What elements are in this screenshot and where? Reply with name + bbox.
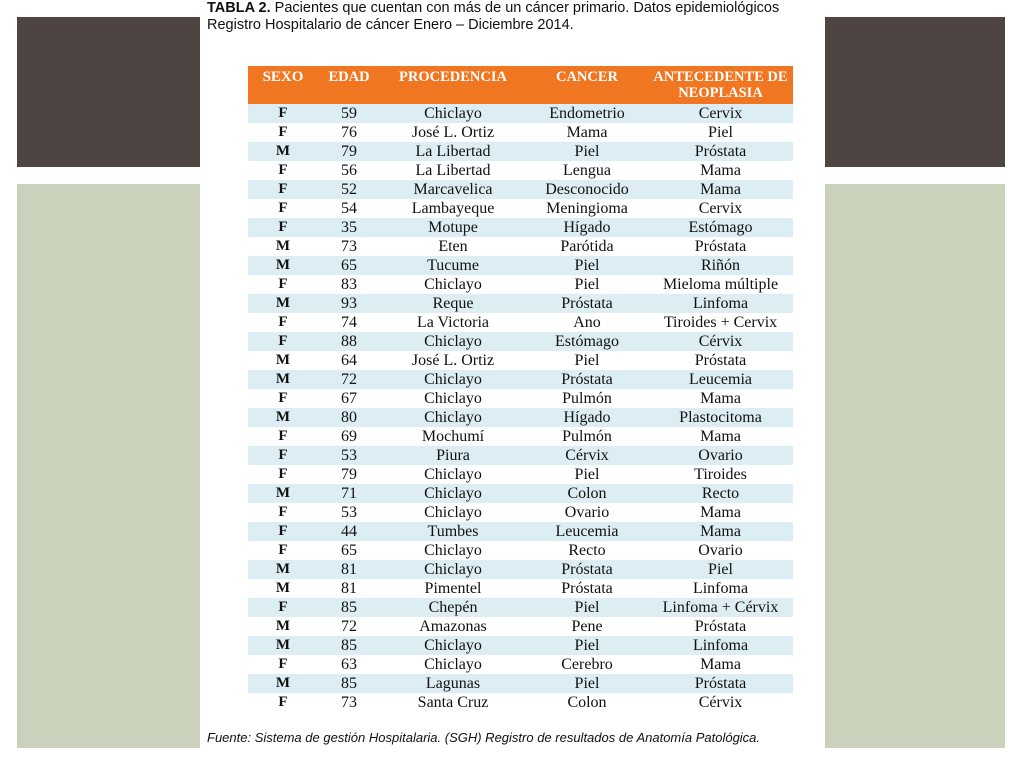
table-row	[248, 123, 793, 142]
cell-edad: 53	[341, 504, 357, 521]
cell-antecedente: Estómago	[688, 219, 753, 236]
cell-sexo: M	[275, 618, 291, 634]
cell-sexo: M	[275, 561, 291, 577]
cell-procedencia: Chiclayo	[424, 466, 482, 483]
document-panel	[200, 0, 825, 752]
cell-antecedente: Cervix	[698, 105, 743, 122]
cell-edad: 64	[341, 352, 357, 369]
cell-antecedente: Mama	[700, 523, 741, 540]
cell-procedencia: Chiclayo	[424, 333, 482, 350]
cell-cancer: Meningioma	[546, 200, 628, 217]
table-row	[248, 655, 793, 674]
cell-cancer: Piel	[574, 143, 600, 160]
cell-edad: 73	[341, 694, 357, 711]
cell-edad: 76	[341, 124, 357, 141]
cell-procedencia: Chiclayo	[424, 390, 482, 407]
cell-edad: 73	[341, 238, 357, 255]
cell-edad: 81	[341, 580, 357, 597]
cell-sexo: F	[278, 219, 288, 235]
cell-sexo: F	[278, 599, 288, 615]
cell-antecedente: Mama	[700, 656, 741, 673]
table-body	[248, 104, 793, 712]
cell-cancer: Piel	[574, 466, 600, 483]
cell-edad: 63	[341, 656, 357, 673]
cell-procedencia: Chiclayo	[424, 504, 482, 521]
cell-cancer: Hígado	[563, 219, 611, 236]
cell-sexo: F	[278, 694, 288, 710]
cell-edad: 69	[341, 428, 357, 445]
cell-edad: 81	[341, 561, 357, 578]
cell-procedencia: Chepén	[428, 599, 478, 616]
cell-sexo: F	[278, 181, 288, 197]
cell-edad: 74	[341, 314, 357, 331]
cell-procedencia: Santa Cruz	[417, 694, 489, 711]
table-row	[248, 370, 793, 389]
cell-sexo: M	[275, 675, 291, 691]
cell-procedencia: Tucume	[427, 257, 479, 274]
cell-edad: 59	[341, 105, 357, 122]
cell-sexo: F	[278, 542, 288, 558]
table-row	[248, 579, 793, 598]
cell-sexo: F	[278, 504, 288, 520]
cell-antecedente: Cervix	[698, 200, 743, 217]
cell-procedencia: Chiclayo	[424, 276, 482, 293]
cell-antecedente: Linfoma	[692, 295, 749, 312]
patients-table	[248, 66, 793, 712]
cell-procedencia: Chiclayo	[424, 371, 482, 388]
table-row	[248, 560, 793, 579]
cell-edad: 65	[341, 257, 357, 274]
table-row	[248, 161, 793, 180]
cell-cancer: Piel	[574, 276, 600, 293]
cell-cancer: Ovario	[564, 504, 610, 521]
cell-procedencia: Motupe	[428, 219, 478, 236]
table-row	[248, 313, 793, 332]
cell-antecedente: Riñón	[700, 257, 741, 274]
cell-cancer: Cerebro	[561, 656, 613, 673]
slide-band-light-right	[825, 184, 1005, 748]
cell-cancer: Piel	[574, 675, 600, 692]
cell-cancer: Piel	[574, 352, 600, 369]
cell-sexo: F	[278, 162, 288, 178]
cell-antecedente: Próstata	[694, 352, 747, 369]
cell-procedencia: Chiclayo	[424, 542, 482, 559]
cell-sexo: M	[275, 409, 291, 425]
table-row	[248, 693, 793, 712]
table-row	[248, 104, 793, 123]
cell-cancer: Colon	[567, 485, 607, 502]
cell-procedencia: Chiclayo	[424, 656, 482, 673]
cell-antecedente: Mama	[700, 504, 741, 521]
table-row	[248, 465, 793, 484]
cell-sexo: M	[275, 295, 291, 311]
table-row	[248, 674, 793, 693]
cell-antecedente: Linfoma	[692, 580, 749, 597]
cell-edad: 71	[341, 485, 357, 502]
cell-procedencia: Chiclayo	[424, 485, 482, 502]
header-antecedente: ANTECEDENTE DE NEOPLASIA	[653, 69, 788, 101]
caption-line-2: Registro Hospitalario de cáncer Enero – Diciembre 2014.	[207, 17, 574, 33]
cell-antecedente: Plastocitoma	[679, 409, 762, 426]
cell-sexo: F	[278, 276, 288, 292]
table-row	[248, 237, 793, 256]
cell-antecedente: Mama	[700, 162, 741, 179]
table-row	[248, 332, 793, 351]
table-caption	[207, 0, 847, 34]
cell-sexo: F	[278, 523, 288, 539]
cell-sexo: M	[275, 637, 291, 653]
cell-cancer: Parótida	[560, 238, 614, 255]
table-row	[248, 617, 793, 636]
cell-edad: 85	[341, 675, 357, 692]
table-row	[248, 142, 793, 161]
cell-cancer: Próstata	[561, 561, 613, 578]
table-row	[248, 199, 793, 218]
cell-edad: 52	[341, 181, 357, 198]
cell-sexo: F	[278, 466, 288, 482]
table-row	[248, 275, 793, 294]
cell-sexo: F	[278, 390, 288, 406]
cell-antecedente: Cérvix	[698, 333, 743, 350]
cell-edad: 72	[341, 618, 357, 635]
cell-procedencia: La Libertad	[415, 143, 491, 160]
table-row	[248, 256, 793, 275]
table-row	[248, 351, 793, 370]
cell-sexo: F	[278, 447, 288, 463]
cell-antecedente: Tiroides	[694, 466, 747, 483]
cell-cancer: Ano	[573, 314, 601, 331]
cell-procedencia: Mochumí	[421, 428, 485, 445]
cell-procedencia: Chiclayo	[424, 637, 482, 654]
cell-sexo: M	[275, 371, 291, 387]
cell-cancer: Próstata	[561, 295, 613, 312]
cell-procedencia: Pimentel	[424, 580, 482, 597]
cell-sexo: M	[275, 485, 291, 501]
cell-procedencia: Amazonas	[419, 618, 487, 635]
cell-sexo: M	[275, 352, 291, 368]
table-row	[248, 389, 793, 408]
cell-cancer: Pulmón	[562, 428, 612, 445]
header-cancer: CANCER	[555, 69, 619, 85]
cell-sexo: F	[278, 333, 288, 349]
slide-band-dark-right	[825, 17, 1005, 167]
cell-procedencia: La Libertad	[415, 162, 491, 179]
cell-edad: 53	[341, 447, 357, 464]
caption-text: Pacientes que cuentan con más de un cáncer primario. Datos epidemiológicos	[274, 0, 780, 16]
cell-cancer: Piel	[574, 599, 600, 616]
cell-antecedente: Ovario	[698, 447, 743, 464]
cell-antecedente: Ovario	[698, 542, 743, 559]
caption-line-1	[207, 0, 847, 17]
cell-procedencia: Chiclayo	[424, 409, 482, 426]
cell-antecedente: Mieloma múltiple	[662, 276, 779, 293]
cell-antecedente: Próstata	[694, 675, 747, 692]
table-row	[248, 484, 793, 503]
table-row	[248, 541, 793, 560]
cell-antecedente: Mama	[700, 428, 741, 445]
cell-edad: 79	[341, 143, 357, 160]
cell-procedencia: José L. Ortiz	[411, 352, 495, 369]
cell-cancer: Lengua	[563, 162, 611, 179]
cell-sexo: F	[278, 656, 288, 672]
slide-band-light-left	[17, 184, 200, 748]
table-row	[248, 598, 793, 617]
cell-antecedente: Próstata	[694, 618, 747, 635]
cell-sexo: M	[275, 257, 291, 273]
cell-edad: 67	[341, 390, 357, 407]
cell-antecedente: Mama	[700, 390, 741, 407]
cell-edad: 65	[341, 542, 357, 559]
cell-sexo: F	[278, 428, 288, 444]
cell-edad: 93	[341, 295, 357, 312]
cell-cancer: Mama	[566, 124, 608, 141]
cell-sexo: M	[275, 580, 291, 596]
cell-sexo: M	[275, 143, 291, 159]
cell-edad: 83	[341, 276, 357, 293]
cell-cancer: Próstata	[561, 371, 613, 388]
cell-edad: 85	[341, 599, 357, 616]
cell-cancer: Leucemia	[555, 523, 619, 540]
cell-procedencia: Lagunas	[425, 675, 481, 692]
header-procedencia: PROCEDENCIA	[399, 69, 507, 85]
cell-procedencia: Piura	[436, 447, 470, 464]
cell-cancer: Piel	[574, 637, 600, 654]
table-row	[248, 503, 793, 522]
cell-antecedente: Linfoma	[692, 637, 749, 654]
cell-antecedente: Recto	[701, 485, 740, 502]
cell-sexo: F	[278, 124, 288, 140]
cell-procedencia: La Victoria	[416, 314, 490, 331]
table-row	[248, 636, 793, 655]
cell-edad: 54	[341, 200, 357, 217]
cell-cancer: Pene	[571, 618, 603, 635]
cell-antecedente: Piel	[708, 124, 733, 141]
table-row	[248, 180, 793, 199]
cell-cancer: Colon	[567, 694, 607, 711]
cell-edad: 85	[341, 637, 357, 654]
cell-edad: 72	[341, 371, 357, 388]
cell-cancer: Endometrio	[549, 105, 625, 122]
cell-edad: 80	[341, 409, 357, 426]
cell-antecedente: Tiroides + Cervix	[663, 314, 778, 331]
cell-edad: 79	[341, 466, 357, 483]
cell-cancer: Hígado	[563, 409, 611, 426]
cell-sexo: F	[278, 314, 288, 330]
table-row	[248, 294, 793, 313]
cell-antecedente: Cérvix	[698, 694, 743, 711]
slide-band-dark-left	[17, 17, 200, 167]
cell-antecedente: Piel	[708, 561, 733, 578]
cell-procedencia: Tumbes	[427, 523, 479, 540]
cell-cancer: Cérvix	[565, 447, 609, 464]
cell-edad: 56	[341, 162, 357, 179]
cell-cancer: Próstata	[561, 580, 613, 597]
cell-procedencia: Chiclayo	[424, 561, 482, 578]
table-row	[248, 446, 793, 465]
caption-label: TABLA 2.	[207, 0, 271, 16]
cell-procedencia: José L. Ortiz	[411, 124, 495, 141]
cell-antecedente: Mama	[700, 181, 741, 198]
source-footnote: Fuente: Sistema de gestión Hospitalaria. (SGH) Registro de resultados de Anatomía Patológica.	[207, 730, 761, 745]
cell-antecedente: Linfoma + Cérvix	[662, 599, 779, 616]
table-row	[248, 427, 793, 446]
cell-sexo: M	[275, 238, 291, 254]
cell-procedencia: Eten	[438, 238, 468, 255]
cell-edad: 88	[341, 333, 357, 350]
table-header	[248, 66, 793, 104]
cell-sexo: F	[278, 200, 288, 216]
cell-cancer: Piel	[574, 257, 600, 274]
cell-edad: 35	[341, 219, 357, 236]
table-row	[248, 218, 793, 237]
cell-cancer: Desconocido	[545, 181, 629, 198]
header-sexo: SEXO	[262, 69, 304, 85]
cell-edad: 44	[341, 523, 357, 540]
cell-procedencia: Marcavelica	[413, 181, 493, 198]
cell-sexo: F	[278, 105, 288, 121]
cell-procedencia: Lambayeque	[411, 200, 495, 217]
cell-procedencia: Reque	[432, 295, 474, 312]
header-edad: EDAD	[328, 69, 370, 85]
cell-procedencia: Chiclayo	[424, 105, 482, 122]
cell-cancer: Recto	[568, 542, 606, 559]
cell-cancer: Pulmón	[562, 390, 612, 407]
table-row	[248, 522, 793, 541]
cell-antecedente: Próstata	[694, 238, 747, 255]
cell-cancer: Estómago	[555, 333, 619, 350]
cell-antecedente: Leucemia	[688, 371, 753, 388]
cell-antecedente: Próstata	[694, 143, 747, 160]
table-row	[248, 408, 793, 427]
